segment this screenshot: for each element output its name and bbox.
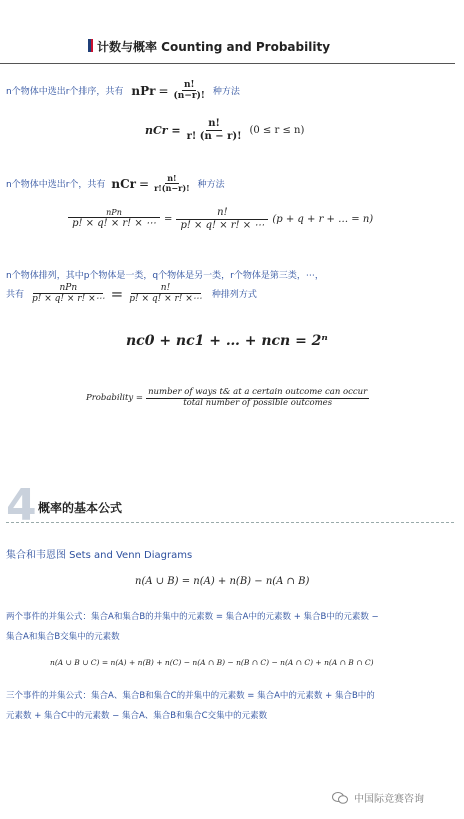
combination-formula-fraction — [185, 118, 244, 142]
multinomial-fraction-2 — [127, 283, 204, 305]
permutation-equals: = — [158, 83, 169, 98]
combination-suffix: 种方法 — [197, 180, 225, 191]
multinomial-eq-fraction-2 — [176, 207, 268, 231]
binomial-sum-formula: nc0 + nc1 + … + ncn = 2ⁿ — [126, 333, 328, 349]
union-three-desc-line-1: 三个事件的并集公式：集合A、集合B和集合C的并集中的元素数 = 集合A中的元素数 + 集合B中的 — [6, 691, 375, 701]
combination-symbol: nCr — [111, 176, 137, 191]
union-two-formula: n(A ∪ B) = n(A) + n(B) − n(A ∩ B) — [135, 576, 310, 587]
watermark-text: 中国际竞赛咨询 — [354, 794, 424, 805]
permutation-numerator: n! — [183, 80, 195, 90]
combination-formula-denominator: r! (n − r)! — [186, 130, 242, 142]
multinomial-eq-fraction-1 — [68, 208, 160, 230]
union-two-desc-line-1: 两个事件的并集公式：集合A和集合B的并集中的元素数 = 集合A中的元素数 + 集合B中的元素数 − — [6, 612, 379, 622]
union-three-formula: n(A ∪ B ∪ C) = n(A) + n(B) + n(C) − n(A ∩ B) − n(B ∩ C) − n(A ∩ C) + n(A ∩ B ∩ C) — [50, 658, 374, 667]
probability-lhs: Probability = — [86, 393, 144, 404]
combination-formula-lhs: nCr = — [145, 123, 181, 137]
probability-fraction — [146, 388, 369, 409]
probability-formula — [86, 388, 369, 409]
page-title: 计数与概率 Counting and Probability — [97, 40, 331, 54]
header-accent-red — [91, 39, 93, 52]
combination-equals: = — [139, 176, 150, 191]
multinomial-eq-numerator-2: n! — [176, 207, 268, 220]
multinomial-line — [6, 283, 257, 305]
multinomial-numerator-1: nPn — [33, 283, 103, 294]
combination-line — [6, 174, 225, 193]
multinomial-eq-denominator-1: p! × q! × r! × ⋯ — [72, 218, 156, 230]
combination-intro: n个物体中选出r个，共有 — [6, 180, 106, 191]
multinomial-intro: n个物体排列，其中p个物体是一类，q个物体是另一类，r个物体是第三类，⋯， — [6, 271, 324, 281]
probability-denominator: total number of possible outcomes — [183, 397, 333, 408]
multinomial-eq-condition: (p + q + r + … = n) — [272, 213, 374, 225]
multinomial-numerator-2: n! — [131, 283, 201, 294]
multinomial-equals: = — [110, 284, 124, 303]
multinomial-equation — [68, 207, 373, 231]
multinomial-eq-denominator-2: p! × q! × r! × ⋯ — [180, 219, 265, 231]
sets-heading: 集合和韦恩图 Sets and Venn Diagrams — [6, 550, 193, 561]
permutation-suffix: 种方法 — [212, 87, 240, 98]
wechat-icon — [332, 792, 348, 804]
section-number: 4 — [6, 480, 37, 531]
probability-numerator: number of ways t& at a certain outcome can occur — [148, 387, 368, 397]
multinomial-denominator-1: p! × q! × r! ×⋯ — [32, 294, 105, 305]
combination-formula-condition: (0 ≤ r ≤ n) — [249, 124, 305, 136]
multinomial-eq-numerator-1: nPn — [68, 208, 160, 218]
permutation-intro: n个物体中选出r个排序，共有 — [6, 87, 124, 98]
multinomial-eq-equals: = — [164, 213, 173, 225]
combination-formula-numerator: n! — [208, 118, 220, 129]
header-divider — [0, 63, 455, 64]
union-two-desc-line-2: 集合A和集合B交集中的元素数 — [6, 632, 120, 642]
watermark — [332, 790, 424, 805]
union-three-desc-line-2: 元素数 + 集合C中的元素数 − 集合A、集合B和集合C交集中的元素数 — [6, 711, 268, 721]
permutation-denominator: (n−r)! — [173, 91, 205, 102]
multinomial-prefix: 共有 — [6, 290, 25, 301]
permutation-symbol: nPr — [131, 83, 156, 98]
multinomial-denominator-2: p! × q! × r! ×⋯ — [129, 294, 202, 305]
section-title: 概率的基本公式 — [38, 501, 123, 515]
combination-fraction — [152, 174, 192, 193]
multinomial-suffix: 种排列方式 — [211, 290, 257, 301]
multinomial-fraction-1 — [30, 283, 107, 305]
section-divider — [6, 522, 454, 523]
permutation-fraction — [172, 80, 207, 102]
combination-formula — [145, 118, 304, 142]
permutation-line — [6, 80, 240, 102]
combination-denominator: r!(n−r)! — [154, 183, 190, 194]
combination-numerator: n! — [167, 173, 177, 183]
